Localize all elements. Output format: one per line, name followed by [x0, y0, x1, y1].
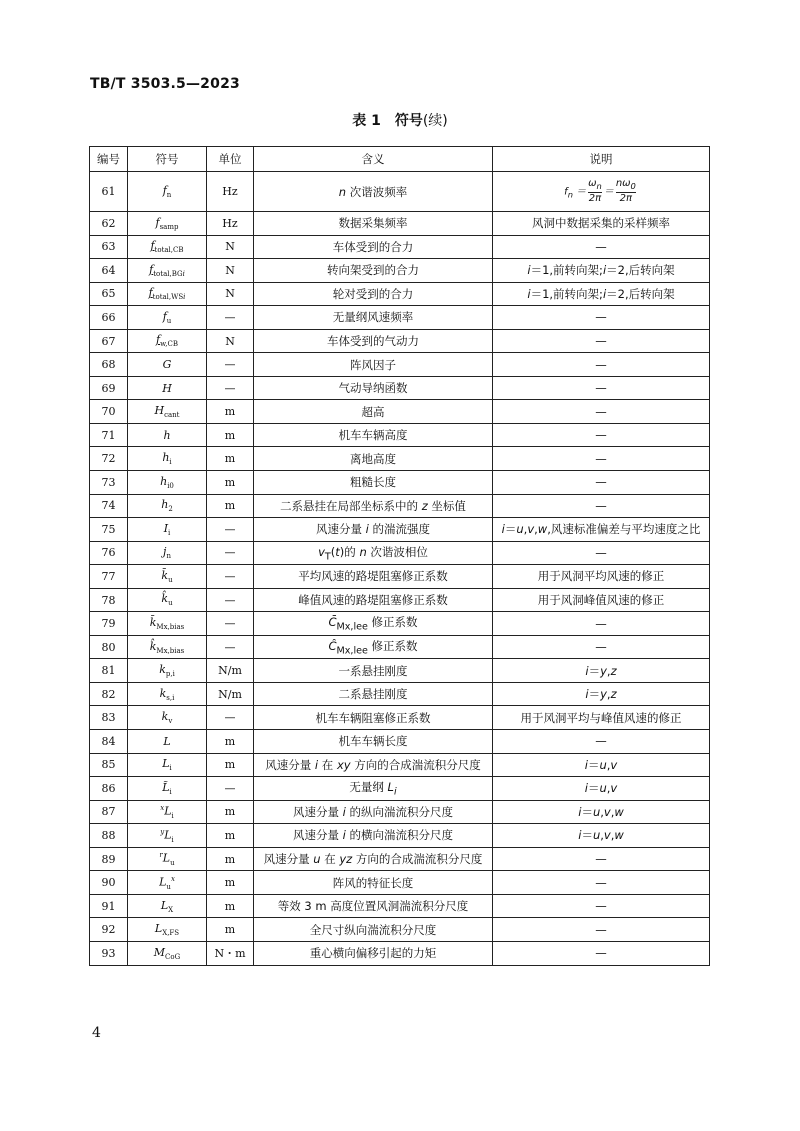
table-row: [90, 941, 710, 965]
cell-symbol: G: [128, 353, 207, 377]
cell-symbol: $k_v$: [128, 706, 207, 730]
cell-meaning: 离地高度: [254, 447, 493, 471]
cell-meaning: 二系悬挂在局部坐标系中的 z 坐标值: [254, 494, 493, 518]
cell-no: 88: [90, 824, 128, 848]
cell-note: i＝1,前转向架;i＝2,后转向架: [493, 259, 710, 283]
table-row: [90, 259, 710, 283]
cell-note: —: [493, 635, 710, 659]
cell-no: 63: [90, 235, 128, 259]
cell-unit: —: [207, 588, 254, 612]
cell-no: 73: [90, 471, 128, 495]
harmonic-frequency-formula: $f_n$ ＝ $\frac{\omega_n}{2\pi}$ ＝ $\frac{n\omega_0}{2\pi}$: [564, 178, 636, 204]
table-body: [90, 172, 710, 966]
cell-meaning: 车体受到的气动力: [254, 329, 493, 353]
table-row: [90, 353, 710, 377]
cell-no: 79: [90, 612, 128, 636]
cell-note: —: [493, 235, 710, 259]
cell-note: —: [493, 329, 710, 353]
symbol-table: [89, 146, 710, 966]
cell-unit: m: [207, 800, 254, 824]
cell-no: 71: [90, 423, 128, 447]
cell-symbol: $M_{CoG}$: [128, 941, 207, 965]
cell-symbol: $I_i$: [128, 518, 207, 542]
cell-note: i＝u,v: [493, 753, 710, 777]
cell-no: 85: [90, 753, 128, 777]
cell-meaning: 无量纲 $L_i$: [254, 777, 493, 801]
cell-unit: —: [207, 565, 254, 589]
cell-meaning: 重心横向偏移引起的力矩: [254, 941, 493, 965]
cell-symbol: H: [128, 376, 207, 400]
table-row: [90, 212, 710, 236]
cell-symbol: $k̄_u$: [128, 565, 207, 589]
cell-note: 风洞中数据采集的采样频率: [493, 212, 710, 236]
cell-no: 91: [90, 894, 128, 918]
table-row: [90, 730, 710, 754]
cell-symbol: $^rL_u$: [128, 847, 207, 871]
cell-unit: N: [207, 235, 254, 259]
cell-note: —: [493, 612, 710, 636]
col-header-unit: 单位: [207, 147, 254, 172]
cell-symbol: $f_{total,WSi}$: [128, 282, 207, 306]
caption-cont: (续): [422, 113, 448, 129]
cell-unit: m: [207, 471, 254, 495]
cell-no: 66: [90, 306, 128, 330]
table-row: [90, 172, 710, 212]
cell-no: 64: [90, 259, 128, 283]
cell-meaning: 阵风的特征长度: [254, 871, 493, 895]
cell-symbol: $h_i$: [128, 447, 207, 471]
page-number: 4: [92, 1025, 101, 1041]
cell-note: [493, 172, 710, 212]
cell-symbol: $k̂_{Mx,bias}$: [128, 635, 207, 659]
cell-meaning: 等效 3 m 高度位置风洞湍流积分尺度: [254, 894, 493, 918]
cell-symbol: $f_u$: [128, 306, 207, 330]
cell-unit: N/m: [207, 682, 254, 706]
cell-no: 78: [90, 588, 128, 612]
table-row: [90, 282, 710, 306]
cell-no: 76: [90, 541, 128, 565]
cell-meaning: 粗糙长度: [254, 471, 493, 495]
cell-no: 77: [90, 565, 128, 589]
cell-note: i＝u,v: [493, 777, 710, 801]
cell-meaning: 风速分量 i 的湍流强度: [254, 518, 493, 542]
cell-meaning: $v_T(t)$的 n 次谐波相位: [254, 541, 493, 565]
cell-note: —: [493, 471, 710, 495]
table-row: [90, 541, 710, 565]
table-row: [90, 635, 710, 659]
cell-unit: Hz: [207, 212, 254, 236]
cell-unit: —: [207, 353, 254, 377]
table-row: [90, 518, 710, 542]
cell-meaning: 风速分量 i 的横向湍流积分尺度: [254, 824, 493, 848]
cell-no: 93: [90, 941, 128, 965]
table-row: [90, 777, 710, 801]
cell-unit: —: [207, 612, 254, 636]
cell-note: i＝y,z: [493, 682, 710, 706]
cell-meaning: 风速分量 i 的纵向湍流积分尺度: [254, 800, 493, 824]
cell-no: 65: [90, 282, 128, 306]
cell-unit: m: [207, 871, 254, 895]
table-row: [90, 918, 710, 942]
cell-no: 80: [90, 635, 128, 659]
col-header-meaning: 含义: [254, 147, 493, 172]
cell-note: —: [493, 730, 710, 754]
cell-symbol: $f_{samp}$: [128, 212, 207, 236]
cell-note: —: [493, 494, 710, 518]
table-row: [90, 824, 710, 848]
cell-meaning: 机车车辆长度: [254, 730, 493, 754]
cell-symbol: $^xL_i$: [128, 800, 207, 824]
cell-no: 70: [90, 400, 128, 424]
table-row: [90, 659, 710, 683]
cell-note: i＝u,v,w: [493, 824, 710, 848]
cell-no: 61: [90, 172, 128, 212]
table-row: [90, 565, 710, 589]
cell-unit: N: [207, 282, 254, 306]
cell-unit: m: [207, 847, 254, 871]
cell-note: i＝y,z: [493, 659, 710, 683]
cell-unit: m: [207, 894, 254, 918]
table-row: [90, 800, 710, 824]
col-header-no: 编号: [90, 147, 128, 172]
cell-symbol: h: [128, 423, 207, 447]
cell-no: 74: [90, 494, 128, 518]
cell-meaning: 数据采集频率: [254, 212, 493, 236]
cell-unit: N: [207, 259, 254, 283]
cell-symbol: $L_{X,FS}$: [128, 918, 207, 942]
table-row: [90, 423, 710, 447]
caption-title: 表 1 符号: [352, 113, 423, 129]
table-row: [90, 612, 710, 636]
cell-unit: m: [207, 824, 254, 848]
cell-meaning: 超高: [254, 400, 493, 424]
cell-note: —: [493, 871, 710, 895]
cell-symbol: $h_2$: [128, 494, 207, 518]
cell-no: 82: [90, 682, 128, 706]
cell-unit: N・m: [207, 941, 254, 965]
cell-unit: —: [207, 706, 254, 730]
col-header-symbol: 符号: [128, 147, 207, 172]
table-row: [90, 706, 710, 730]
cell-meaning: $C̄_{Mx,lee}$ 修正系数: [254, 612, 493, 636]
cell-meaning: 气动导纳函数: [254, 376, 493, 400]
cell-no: 69: [90, 376, 128, 400]
table-row: [90, 471, 710, 495]
cell-symbol: $H_{cant}$: [128, 400, 207, 424]
cell-note: 用于风洞峰值风速的修正: [493, 588, 710, 612]
cell-symbol: $f_n$: [128, 172, 207, 212]
cell-symbol: $L_X$: [128, 894, 207, 918]
cell-meaning: 无量纲风速频率: [254, 306, 493, 330]
cell-meaning: 一系悬挂刚度: [254, 659, 493, 683]
cell-symbol: $k̄_{Mx,bias}$: [128, 612, 207, 636]
cell-note: —: [493, 447, 710, 471]
cell-meaning: 平均风速的路堤阻塞修正系数: [254, 565, 493, 589]
cell-no: 68: [90, 353, 128, 377]
table-row: [90, 494, 710, 518]
cell-no: 84: [90, 730, 128, 754]
cell-symbol: L: [128, 730, 207, 754]
standard-header: TB/T 3503.5—2023: [90, 76, 240, 92]
cell-no: 90: [90, 871, 128, 895]
cell-symbol: $L̃_i$: [128, 777, 207, 801]
table-row: [90, 753, 710, 777]
cell-note: 用于风洞平均与峰值风速的修正: [493, 706, 710, 730]
cell-note: —: [493, 376, 710, 400]
cell-no: 87: [90, 800, 128, 824]
cell-unit: m: [207, 753, 254, 777]
table-caption: [0, 110, 800, 130]
cell-meaning: 机车车辆阻塞修正系数: [254, 706, 493, 730]
cell-symbol: $f_{total,BGi}$: [128, 259, 207, 283]
cell-note: i＝u,v,w: [493, 800, 710, 824]
table-row: [90, 447, 710, 471]
cell-meaning: 全尺寸纵向湍流积分尺度: [254, 918, 493, 942]
cell-meaning: 风速分量 u 在 yz 方向的合成湍流积分尺度: [254, 847, 493, 871]
cell-no: 81: [90, 659, 128, 683]
cell-no: 75: [90, 518, 128, 542]
cell-unit: N: [207, 329, 254, 353]
cell-unit: —: [207, 777, 254, 801]
cell-no: 62: [90, 212, 128, 236]
cell-meaning: 转向架受到的合力: [254, 259, 493, 283]
table-row: [90, 235, 710, 259]
cell-note: 用于风洞平均风速的修正: [493, 565, 710, 589]
cell-symbol: $h_{i0}$: [128, 471, 207, 495]
cell-unit: m: [207, 423, 254, 447]
cell-no: 86: [90, 777, 128, 801]
cell-no: 72: [90, 447, 128, 471]
table-row: [90, 682, 710, 706]
cell-note: —: [493, 423, 710, 447]
cell-unit: m: [207, 918, 254, 942]
cell-meaning: $Ĉ_{Mx,lee}$ 修正系数: [254, 635, 493, 659]
cell-note: —: [493, 894, 710, 918]
cell-symbol: $k_{s,i}$: [128, 682, 207, 706]
cell-no: 92: [90, 918, 128, 942]
cell-meaning: 风速分量 i 在 xy 方向的合成湍流积分尺度: [254, 753, 493, 777]
cell-note: —: [493, 941, 710, 965]
cell-no: 67: [90, 329, 128, 353]
cell-meaning: 轮对受到的合力: [254, 282, 493, 306]
table-header-row: [90, 147, 710, 172]
cell-unit: —: [207, 306, 254, 330]
cell-symbol: $f_{w,CB}$: [128, 329, 207, 353]
cell-meaning: 机车车辆高度: [254, 423, 493, 447]
table-row: [90, 588, 710, 612]
cell-note: —: [493, 353, 710, 377]
cell-note: —: [493, 847, 710, 871]
cell-symbol: $k̂_u$: [128, 588, 207, 612]
cell-unit: —: [207, 635, 254, 659]
cell-symbol: $^yL_i$: [128, 824, 207, 848]
cell-unit: N/m: [207, 659, 254, 683]
cell-unit: m: [207, 400, 254, 424]
cell-symbol: $L_i$: [128, 753, 207, 777]
cell-note: —: [493, 541, 710, 565]
cell-unit: m: [207, 447, 254, 471]
cell-note: —: [493, 306, 710, 330]
cell-meaning: 峰值风速的路堤阻塞修正系数: [254, 588, 493, 612]
cell-unit: Hz: [207, 172, 254, 212]
cell-note: —: [493, 400, 710, 424]
cell-meaning: 车体受到的合力: [254, 235, 493, 259]
cell-note: i＝1,前转向架;i＝2,后转向架: [493, 282, 710, 306]
cell-symbol: $L_u^x$: [128, 871, 207, 895]
cell-note: i＝u,v,w,风速标准偏差与平均速度之比: [493, 518, 710, 542]
cell-unit: m: [207, 730, 254, 754]
cell-symbol: $j_n$: [128, 541, 207, 565]
cell-meaning: 阵风因子: [254, 353, 493, 377]
cell-meaning: 二系悬挂刚度: [254, 682, 493, 706]
table-row: [90, 306, 710, 330]
cell-unit: —: [207, 376, 254, 400]
table-row: [90, 871, 710, 895]
cell-unit: —: [207, 541, 254, 565]
cell-no: 83: [90, 706, 128, 730]
cell-note: —: [493, 918, 710, 942]
cell-meaning: n 次谐波频率: [254, 172, 493, 212]
table-row: [90, 894, 710, 918]
cell-unit: —: [207, 518, 254, 542]
table-row: [90, 376, 710, 400]
col-header-note: 说明: [493, 147, 710, 172]
cell-symbol: $k_{p,i}$: [128, 659, 207, 683]
table-row: [90, 329, 710, 353]
cell-no: 89: [90, 847, 128, 871]
cell-unit: m: [207, 494, 254, 518]
table-row: [90, 400, 710, 424]
table-row: [90, 847, 710, 871]
cell-symbol: $f_{total,CB}$: [128, 235, 207, 259]
